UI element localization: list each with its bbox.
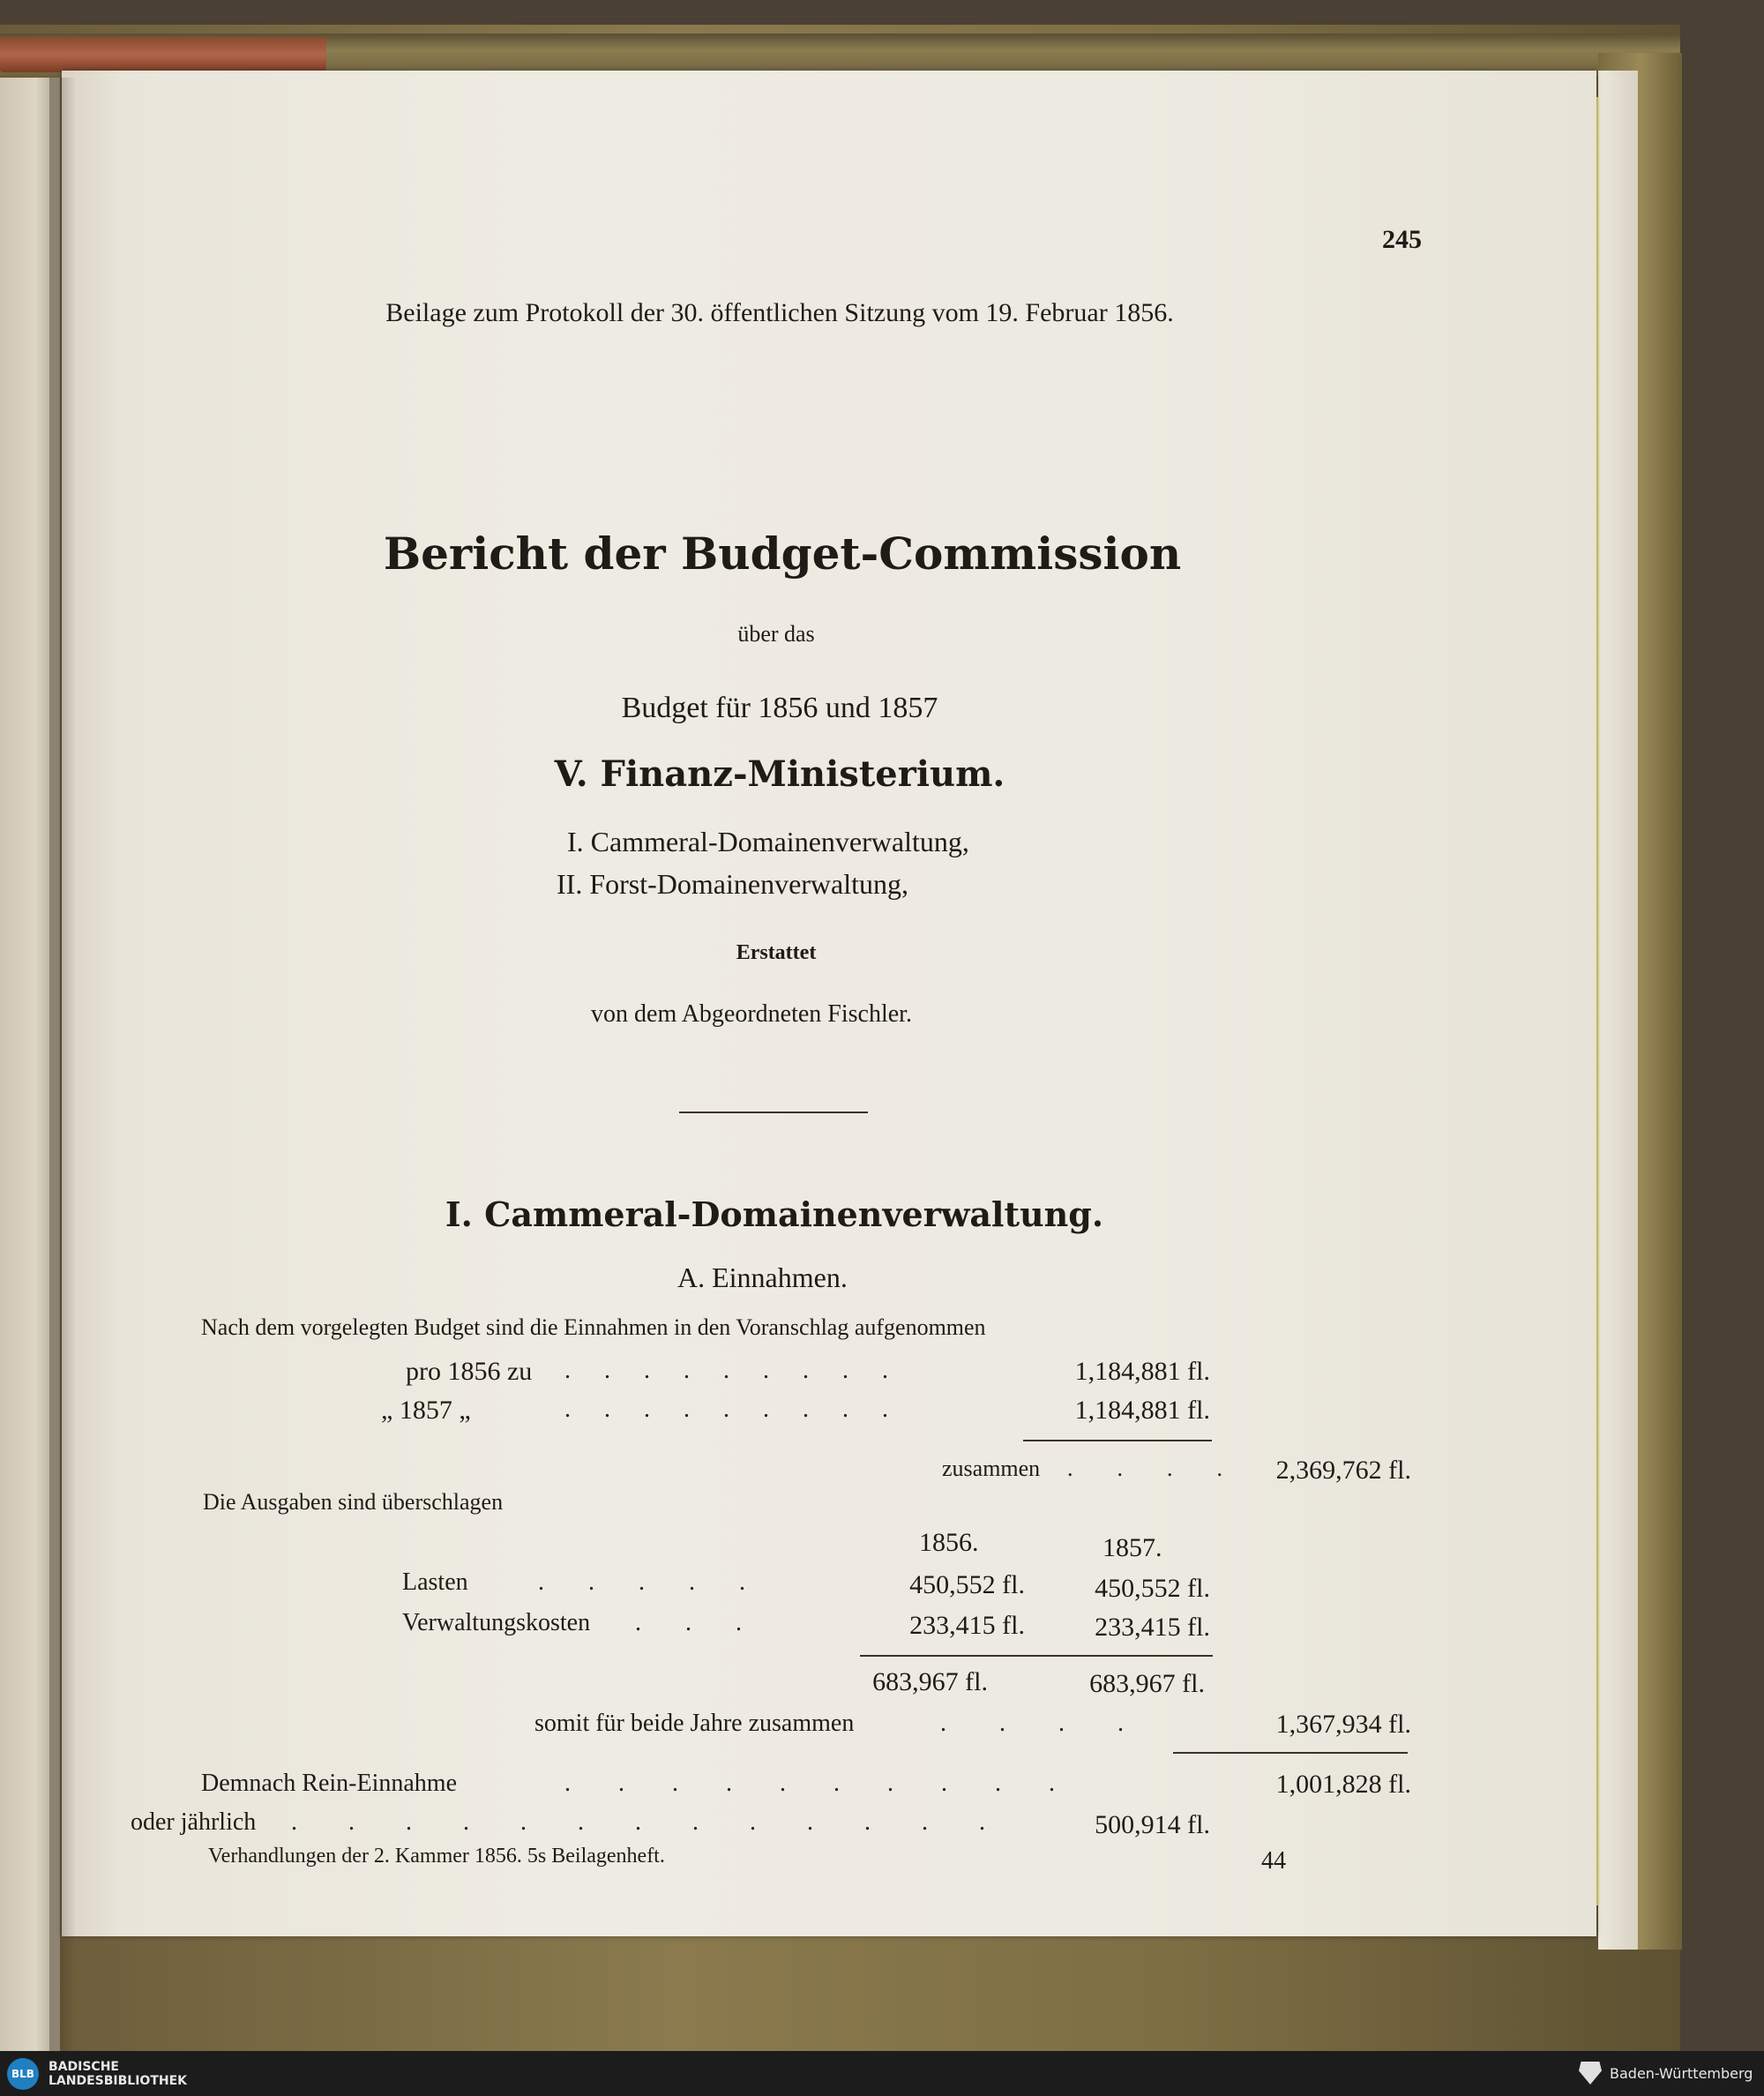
zusammen-dots: .... bbox=[1067, 1456, 1267, 1481]
ausgaben-line: Die Ausgaben sind überschlagen bbox=[203, 1489, 504, 1515]
subsection-heading: A. Einnahmen. bbox=[677, 1261, 848, 1293]
blb-logo-icon[interactable]: BLB bbox=[7, 2058, 39, 2090]
viewer-footer bbox=[0, 2051, 1764, 2096]
row-1856-dots: ......... bbox=[564, 1357, 922, 1384]
budget-heading: Budget für 1856 und 1857 bbox=[621, 692, 938, 724]
beide-value: 1,367,934 fl. bbox=[1275, 1710, 1411, 1739]
report-title: Bericht der Budget-Commission bbox=[383, 528, 1182, 580]
rein-einnahme-value: 1,001,828 fl. bbox=[1275, 1770, 1411, 1799]
lasten-1856: 450,552 fl. bbox=[909, 1570, 1025, 1599]
library-name-line1: BADISCHE bbox=[49, 2060, 119, 2074]
author-line: von dem Abgeordneten Fischler. bbox=[591, 1000, 912, 1028]
ministry-heading: V. Finanz-Ministerium. bbox=[554, 753, 1005, 795]
row-1857-label: „ 1857 „ bbox=[381, 1396, 471, 1425]
jaehrlich-label: oder jährlich bbox=[131, 1808, 257, 1836]
sum-1856: 683,967 fl. bbox=[872, 1667, 988, 1696]
verwaltungskosten-label: Verwaltungskosten bbox=[402, 1609, 591, 1636]
sum-rule-2 bbox=[860, 1655, 1213, 1657]
lasten-label: Lasten bbox=[402, 1568, 468, 1596]
ueber-das: über das bbox=[737, 621, 815, 647]
rein-einnahme-dots: .......... bbox=[564, 1770, 1102, 1797]
row-1856-label: pro 1856 zu bbox=[406, 1357, 533, 1386]
subheading-2: II. Forst-Domainenverwaltung, bbox=[557, 868, 909, 900]
zusammen-value: 2,369,762 fl. bbox=[1275, 1456, 1411, 1485]
page-header: Beilage zum Protokoll der 30. öffentlichen Sitzung vom 19. Februar 1856. bbox=[385, 298, 1174, 327]
lasten-dots: ..... bbox=[538, 1568, 789, 1596]
jaehrlich-value: 500,914 fl. bbox=[1095, 1810, 1210, 1839]
erstattet: Erstattet bbox=[736, 941, 817, 964]
beide-label: somit für beide Jahre zusammen bbox=[534, 1710, 855, 1737]
rein-einnahme-label: Demnach Rein-Einnahme bbox=[201, 1770, 458, 1797]
sum-rule-1 bbox=[1023, 1440, 1212, 1441]
leather-corner bbox=[0, 37, 326, 72]
section-heading: I. Cammeral-Domainenverwaltung. bbox=[445, 1194, 1104, 1234]
intro-line: Nach dem vorgelegten Budget sind die Einnahmen in den Voranschlag aufgenommen bbox=[201, 1314, 986, 1340]
endpaper bbox=[1598, 71, 1638, 1950]
divider bbox=[679, 1112, 868, 1113]
row-1856-value: 1,184,881 fl. bbox=[1074, 1357, 1210, 1386]
page-footer-right: 44 bbox=[1261, 1847, 1286, 1875]
verwaltungskosten-dots: ... bbox=[635, 1609, 786, 1636]
jaehrlich-dots: ............. bbox=[291, 1808, 1036, 1836]
verwaltungskosten-1857: 233,415 fl. bbox=[1095, 1613, 1210, 1642]
row-1857-dots: ......... bbox=[564, 1396, 922, 1423]
col-1856: 1856. bbox=[919, 1528, 979, 1557]
zusammen-label: zusammen bbox=[942, 1456, 1041, 1481]
page-number: 245 bbox=[1382, 225, 1422, 254]
subheading-1: I. Cammeral-Domainenverwaltung, bbox=[567, 826, 969, 857]
spine-shadow bbox=[49, 78, 76, 2051]
sum-rule-3 bbox=[1173, 1752, 1408, 1754]
verwaltungskosten-1856: 233,415 fl. bbox=[909, 1611, 1025, 1640]
row-1857-value: 1,184,881 fl. bbox=[1074, 1396, 1210, 1425]
beide-dots: .... bbox=[940, 1710, 1177, 1737]
library-name-line2: LANDESBIBLIOTHEK bbox=[49, 2074, 188, 2088]
sum-1857: 683,967 fl. bbox=[1089, 1669, 1205, 1698]
bw-coat-of-arms-icon[interactable] bbox=[1579, 2062, 1602, 2085]
page-footer-left: Verhandlungen der 2. Kammer 1856. 5s Beilagenheft. bbox=[208, 1845, 665, 1868]
state-name: Baden-Württemberg bbox=[1610, 2065, 1753, 2082]
lasten-1857: 450,552 fl. bbox=[1095, 1574, 1210, 1603]
col-1857: 1857. bbox=[1102, 1533, 1162, 1562]
library-name bbox=[49, 2060, 187, 2088]
